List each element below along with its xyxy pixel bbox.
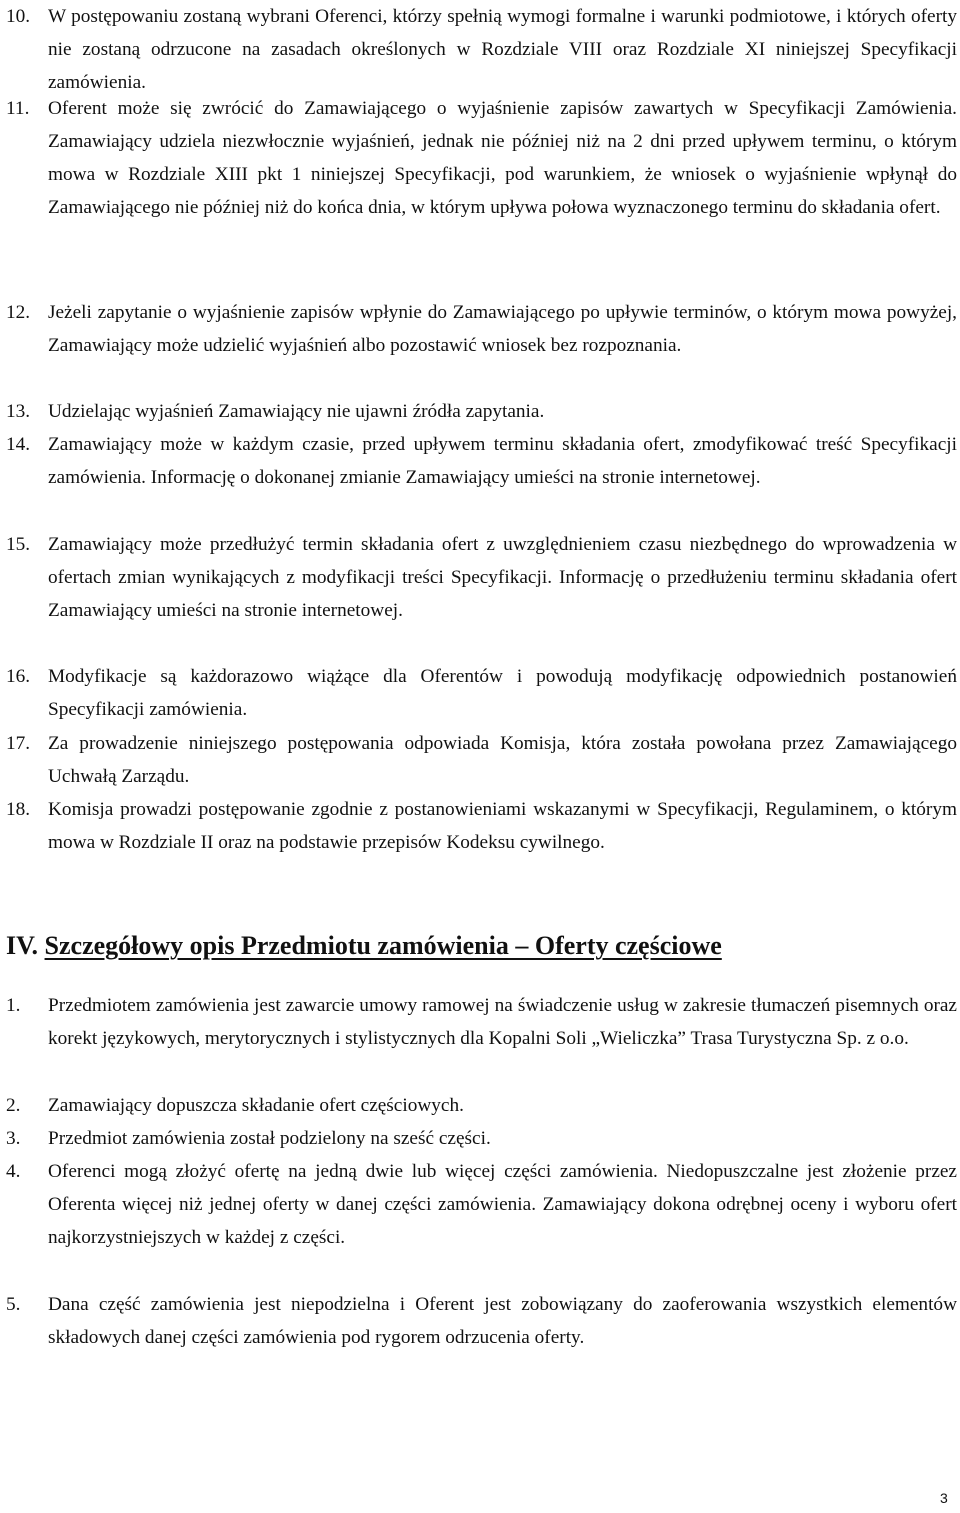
list-item-13 [0,395,957,428]
list-item-iv-5 [0,1288,957,1354]
item-text: Jeżeli zapytanie o wyjaśnienie zapisów wpłynie do Zamawiającego po upływie terminów, o którym mowa powyżej, Zamawiający może udzielić wyjaśnień albo pozostawić wniosek bez rozpoznania. [48,302,957,356]
item-number: 18. [6,799,31,820]
list-item-iv-3 [0,1122,957,1155]
item-text: Za prowadzenie niniejszego postępowania odpowiada Komisja, która została powołana przez Zamawiającego Uchwałą Zarządu. [48,733,957,787]
item-number: 2. [6,1095,21,1116]
list-item-16 [0,660,957,726]
item-number: 17. [6,733,31,754]
item-text: W postępowaniu zostaną wybrani Oferenci, którzy spełnią wymogi formalne i warunki podmiotowe, i których oferty nie zostaną odrzucone na zasadach określonych w Rozdziale VIII oraz Rozdziale XI niniejszej Specyfikacji zamówienia. [48,6,957,93]
list-item-10 [0,0,957,99]
item-text: Przedmiotem zamówienia jest zawarcie umowy ramowej na świadczenie usług w zakresie tłumaczeń pisemnych oraz korekt językowych, merytorycznych i stylistycznych dla Kopalni Soli „Wieliczka” Trasa Turystyczna Sp. z o.o. [48,995,957,1049]
section-number: IV. [6,931,39,960]
item-number: 16. [6,666,31,687]
item-number: 5. [6,1294,21,1315]
item-text: Zamawiający dopuszcza składanie ofert częściowych. [48,1095,464,1116]
item-text: Udzielając wyjaśnień Zamawiający nie ujawni źródła zapytania. [48,401,545,422]
item-number: 10. [6,6,31,27]
item-number: 13. [6,401,31,422]
page-number: 3 [940,1490,948,1506]
item-number: 11. [6,98,30,119]
item-text: Modyfikacje są każdorazowo wiążące dla Oferentów i powodują modyfikację odpowiednich postanowień Specyfikacji zamówienia. [48,666,957,720]
list-item-14 [0,428,957,494]
list-item-15 [0,528,957,627]
item-text: Oferenci mogą złożyć ofertę na jedną dwie lub więcej części zamówienia. Niedopuszczalne jest złożenie przez Oferenta więcej niż jednej oferty w danej części zamówienia. Zamawiający dokona odrębnej oceny i wyboru ofert najkorzystniejszych w każdej z części. [48,1161,957,1248]
item-number: 15. [6,534,31,555]
list-item-iv-1 [0,989,957,1055]
item-number: 4. [6,1161,21,1182]
item-text: Zamawiający może przedłużyć termin składania ofert z uwzględnieniem czasu niezbędnego do wprowadzenia w ofertach zmian wynikających z modyfikacji treści Specyfikacji. Informację o przedłużeniu terminu składania ofert Zamawiający umieści na stronie internetowej. [48,534,957,621]
list-item-12 [0,296,957,362]
list-item-iv-2 [0,1089,957,1122]
item-number: 14. [6,434,31,455]
item-text: Dana część zamówienia jest niepodzielna i Oferent jest zobowiązany do zaoferowania wszystkich elementów składowych danej części zamówienia pod rygorem odrzucenia oferty. [48,1294,957,1348]
item-number: 3. [6,1128,21,1149]
section-title: Szczegółowy opis Przedmiotu zamówienia – Oferty częściowe [44,931,722,960]
item-text: Oferent może się zwrócić do Zamawiającego o wyjaśnienie zapisów zawartych w Specyfikacji Zamówienia. Zamawiający udziela niezwłocznie wyjaśnień, jednak nie później niż na 2 dni przed upływem terminu, o którym mowa w Rozdziale XIII pkt 1 niniejszej Specyfikacji, pod warunkiem, że wniosek o wyjaśnienie wpłynął do Zamawiającego nie później niż do końca dnia, w którym upływa połowa wyznaczonego terminu do składania ofert. [48,98,957,218]
list-item-17 [0,727,957,793]
item-number: 1. [6,995,21,1016]
section-heading [6,928,722,964]
item-text: Przedmiot zamówienia został podzielony na sześć części. [48,1128,491,1149]
list-item-11 [0,92,957,224]
item-number: 12. [6,302,31,323]
item-text: Zamawiający może w każdym czasie, przed upływem terminu składania ofert, zmodyfikować treść Specyfikacji zamówienia. Informację o dokonanej zmianie Zamawiający umieści na stronie internetowej. [48,434,957,488]
item-text: Komisja prowadzi postępowanie zgodnie z postanowieniami wskazanymi w Specyfikacji, Regulaminem, o którym mowa w Rozdziale II oraz na podstawie przepisów Kodeksu cywilnego. [48,799,957,853]
list-item-iv-4 [0,1155,957,1254]
list-item-18 [0,793,957,859]
